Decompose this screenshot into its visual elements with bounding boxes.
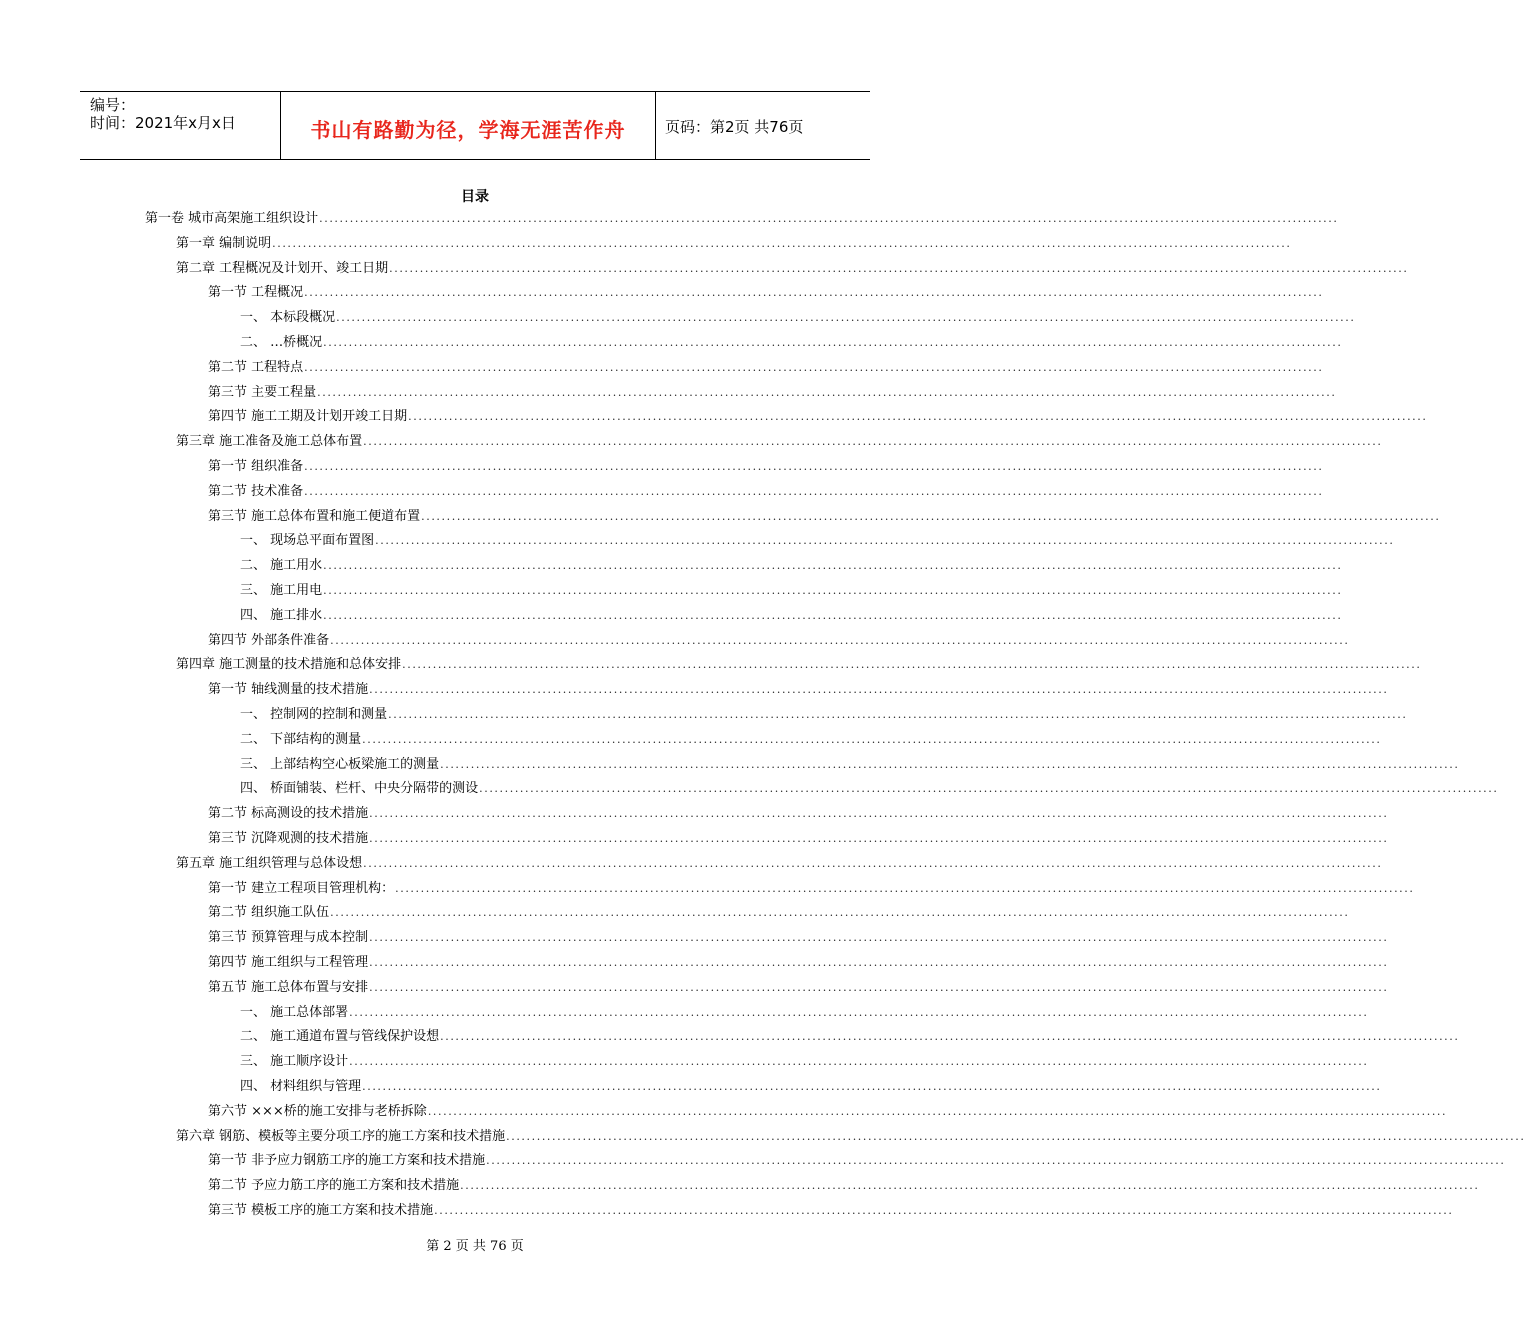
toc-leader-dots: ........................................................................................................................................................................................................ <box>389 261 1409 275</box>
toc-leader-dots: ........................................................................................................................................................................................................ <box>440 1030 1460 1044</box>
toc-entry[interactable] <box>176 1127 1525 1147</box>
toc-entry[interactable] <box>176 234 1292 254</box>
toc-entry-title: 第二节 技术准备 <box>208 483 304 499</box>
toc-leader-dots: ........................................................................................................................................................................................................ <box>317 385 1337 399</box>
toc-entry[interactable] <box>208 1102 1448 1122</box>
toc-entry[interactable] <box>240 755 1460 775</box>
toc-entry[interactable] <box>240 705 1408 725</box>
toc-entry-title: 二、 施工用水 <box>240 558 323 574</box>
toc-entry-title: 四、 材料组织与管理 <box>240 1079 362 1094</box>
toc-entry-title: 第三章 施工准备及施工总体布置 <box>176 434 363 450</box>
toc-leader-dots: ........................................................................................................................................................................................................ <box>363 856 1383 870</box>
toc-entry[interactable] <box>208 1151 1506 1171</box>
toc-leader-dots: ........................................................................................................................................................................................................ <box>330 906 1350 920</box>
toc-entry-title: 三、 施工顺序设计 <box>240 1054 349 1070</box>
toc-entry[interactable] <box>208 358 1324 378</box>
header-page-code: 页码：第2页 共76页 <box>665 118 804 136</box>
toc-entry[interactable] <box>176 655 1422 675</box>
toc-entry[interactable] <box>240 1003 1369 1023</box>
toc-leader-dots: ........................................................................................................................................................................................................ <box>349 1005 1369 1019</box>
toc-leader-dots: ........................................................................................................................................................................................................ <box>362 732 1382 746</box>
toc-entry[interactable] <box>240 556 1343 576</box>
toc-entry-title: 第五章 施工组织管理与总体设想 <box>176 855 363 871</box>
toc-entry-title: 第三节 模板工序的施工方案和技术措施 <box>208 1203 434 1218</box>
toc-leader-dots: ........................................................................................................................................................................................................ <box>323 336 1343 349</box>
toc-entry-title: 第五节 施工总体布置与安排 <box>208 979 369 995</box>
toc-entry-title: 第三节 主要工程量 <box>208 384 317 400</box>
toc-entry-title: 二、 下部结构的测量 <box>240 731 362 747</box>
toc-entry[interactable] <box>240 531 1395 551</box>
toc-entry[interactable] <box>208 457 1324 477</box>
toc-entry-title: 一、 施工总体部署 <box>240 1004 349 1020</box>
toc-leader-dots: ........................................................................................................................................................................................................ <box>440 757 1460 771</box>
toc-entry-title: 一、 本标段概况 <box>240 310 336 326</box>
toc-entry-title: 第二节 组织施工队伍 <box>208 905 330 921</box>
toc-leader-dots: ........................................................................................................................................................................................................ <box>486 1154 1506 1168</box>
toc-leader-dots: ........................................................................................................................................................................................................ <box>402 658 1422 672</box>
header-motto: 书山有路勤为径，学海无涯苦作舟 <box>310 118 626 142</box>
toc-leader-dots: ........................................................................................................................................................................................................ <box>506 1129 1525 1143</box>
page-footer: 第 2 页 共 76 页 <box>426 1239 524 1254</box>
toc-entry-title: 三、 施工用电 <box>240 583 323 598</box>
toc-entry-title: 第四节 施工工期及计划开竣工日期 <box>208 409 408 425</box>
toc-leader-dots: ........................................................................................................................................................................................................ <box>304 360 1324 374</box>
toc-entry[interactable] <box>208 631 1350 651</box>
toc-leader-dots: ........................................................................................................................................................................................................ <box>369 931 1389 945</box>
toc-leader-dots: ........................................................................................................................................................................................................ <box>349 1055 1369 1069</box>
toc-entry[interactable] <box>240 779 1499 799</box>
toc-entry[interactable] <box>208 407 1428 427</box>
toc-leader-dots: ........................................................................................................................................................................................................ <box>362 1080 1382 1093</box>
toc-entry-title: 第二节 标高测设的技术措施 <box>208 806 369 822</box>
toc-entry[interactable] <box>208 1176 1480 1196</box>
toc-entry[interactable] <box>208 829 1389 849</box>
toc-leader-dots: ........................................................................................................................................................................................................ <box>330 633 1350 647</box>
toc-entry[interactable] <box>208 680 1389 700</box>
toc-entry[interactable] <box>240 1052 1369 1072</box>
toc-entry[interactable] <box>176 854 1383 874</box>
toc-entry-title: 第一节 工程概况 <box>208 285 304 301</box>
toc-leader-dots: ........................................................................................................................................................................................................ <box>369 980 1389 994</box>
toc-leader-dots: ........................................................................................................................................................................................................ <box>434 1204 1454 1217</box>
toc-leader-dots: ........................................................................................................................................................................................................ <box>369 807 1389 821</box>
toc-entry-title: 四、 桥面铺装、栏杆、中央分隔带的测设 <box>240 781 479 797</box>
toc-entry-title: 第四章 施工测量的技术措施和总体安排 <box>176 657 402 673</box>
toc-leader-dots: ........................................................................................................................................................................................................ <box>395 881 1415 895</box>
toc-leader-dots: ........................................................................................................................................................................................................ <box>304 460 1324 473</box>
toc-entry-title: 第一章 编制说明 <box>176 235 272 251</box>
toc-leader-dots: ........................................................................................................................................................................................................ <box>479 782 1499 796</box>
toc-leader-dots: ........................................................................................................................................................................................................ <box>427 1104 1448 1118</box>
toc-leader-dots: ........................................................................................................................................................................................................ <box>369 832 1389 845</box>
toc-entry[interactable] <box>240 730 1382 750</box>
toc-entry-title: 第四节 施工组织与工程管理 <box>208 955 369 970</box>
toc-leader-dots: ........................................................................................................................................................................................................ <box>272 236 1292 250</box>
toc-entry[interactable] <box>208 804 1389 824</box>
toc-leader-dots: ........................................................................................................................................................................................................ <box>363 435 1383 449</box>
toc-entry-title: 第一卷 城市高架施工组织设计 <box>145 211 319 226</box>
toc-entry[interactable] <box>208 903 1350 923</box>
toc-entry-title: 第三节 沉降观测的技术措施 <box>208 831 369 846</box>
toc-entry[interactable] <box>208 928 1389 948</box>
toc-entry[interactable] <box>208 482 1324 502</box>
toc-entry-title: 第一节 非予应力钢筋工序的施工方案和技术措施 <box>208 1153 486 1169</box>
toc-leader-dots: ........................................................................................................................................................................................................ <box>304 484 1324 498</box>
toc-leader-dots: ........................................................................................................................................................................................................ <box>369 956 1389 969</box>
toc-entry[interactable] <box>208 978 1389 998</box>
toc-leader-dots: ........................................................................................................................................................................................................ <box>460 1179 1480 1193</box>
toc-entry-title: 第一节 轴线测量的技术措施 <box>208 682 369 698</box>
toc-entry[interactable] <box>240 1027 1460 1047</box>
toc-entry[interactable] <box>145 209 1339 229</box>
toc-leader-dots: ........................................................................................................................................................................................................ <box>323 584 1343 597</box>
toc-leader-dots: ........................................................................................................................................................................................................ <box>323 559 1343 573</box>
document-header <box>80 91 870 160</box>
toc-entry-title: 第四节 外部条件准备 <box>208 632 330 648</box>
toc-entry-title: 第二章 工程概况及计划开、竣工日期 <box>176 260 389 276</box>
toc-leader-dots: ........................................................................................................................................................................................................ <box>319 212 1339 225</box>
toc-entry[interactable] <box>208 1201 1454 1221</box>
toc-leader-dots: ........................................................................................................................................................................................................ <box>323 608 1343 622</box>
toc-entry[interactable] <box>240 333 1343 353</box>
toc-entry-title: 二、 …桥概况 <box>240 335 323 350</box>
toc-leader-dots: ........................................................................................................................................................................................................ <box>408 410 1428 424</box>
toc-entry[interactable] <box>208 283 1324 303</box>
toc-entry-title: 第六节 ×××桥的施工安排与老桥拆除 <box>208 1103 427 1119</box>
toc-leader-dots: ........................................................................................................................................................................................................ <box>388 708 1408 721</box>
toc-entry-title: 第二节 予应力筋工序的施工方案和技术措施 <box>208 1178 460 1194</box>
toc-leader-dots: ........................................................................................................................................................................................................ <box>369 683 1389 697</box>
toc-entry-title: 第二节 工程特点 <box>208 359 304 375</box>
toc-entry[interactable] <box>240 1077 1382 1097</box>
toc-entry[interactable] <box>208 879 1415 899</box>
toc-entry[interactable] <box>176 432 1383 452</box>
toc-entry-title: 第六章 钢筋、模板等主要分项工序的施工方案和技术措施 <box>176 1128 506 1144</box>
toc-title: 目录 <box>461 189 489 205</box>
toc-entry-title: 一、 控制网的控制和测量 <box>240 707 388 722</box>
toc-entry[interactable] <box>208 383 1337 403</box>
toc-entry-title: 第一节 建立工程项目管理机构： <box>208 880 395 896</box>
toc-entry[interactable] <box>208 507 1441 527</box>
toc-entry-title: 第三节 预算管理与成本控制 <box>208 930 369 946</box>
toc-entry-title: 第一节 组织准备 <box>208 459 304 474</box>
header-motto-cell <box>280 92 656 159</box>
toc-leader-dots: ........................................................................................................................................................................................................ <box>336 311 1356 325</box>
toc-leader-dots: ........................................................................................................................................................................................................ <box>375 534 1395 548</box>
toc-leader-dots: ........................................................................................................................................................................................................ <box>421 509 1441 523</box>
document-date-label: 时间：2021年x月x日 <box>90 114 236 132</box>
document-number-label: 编号： <box>90 96 136 114</box>
toc-entry-title: 第三节 施工总体布置和施工便道布置 <box>208 508 421 524</box>
toc-entry[interactable] <box>240 308 1356 328</box>
toc-entry-title: 二、 施工通道布置与管线保护设想 <box>240 1029 440 1045</box>
toc-entry[interactable] <box>208 953 1389 973</box>
header-page-cell <box>655 92 870 159</box>
toc-leader-dots: ........................................................................................................................................................................................................ <box>304 286 1324 300</box>
toc-entry[interactable] <box>240 581 1343 601</box>
toc-entry-title: 三、 上部结构空心板梁施工的测量 <box>240 756 440 772</box>
toc-entry[interactable] <box>176 259 1409 279</box>
header-info-cell <box>80 92 280 159</box>
toc-entry[interactable] <box>240 606 1343 626</box>
toc-entry-title: 四、 施工排水 <box>240 607 323 623</box>
toc-entry-title: 一、 现场总平面布置图 <box>240 533 375 549</box>
